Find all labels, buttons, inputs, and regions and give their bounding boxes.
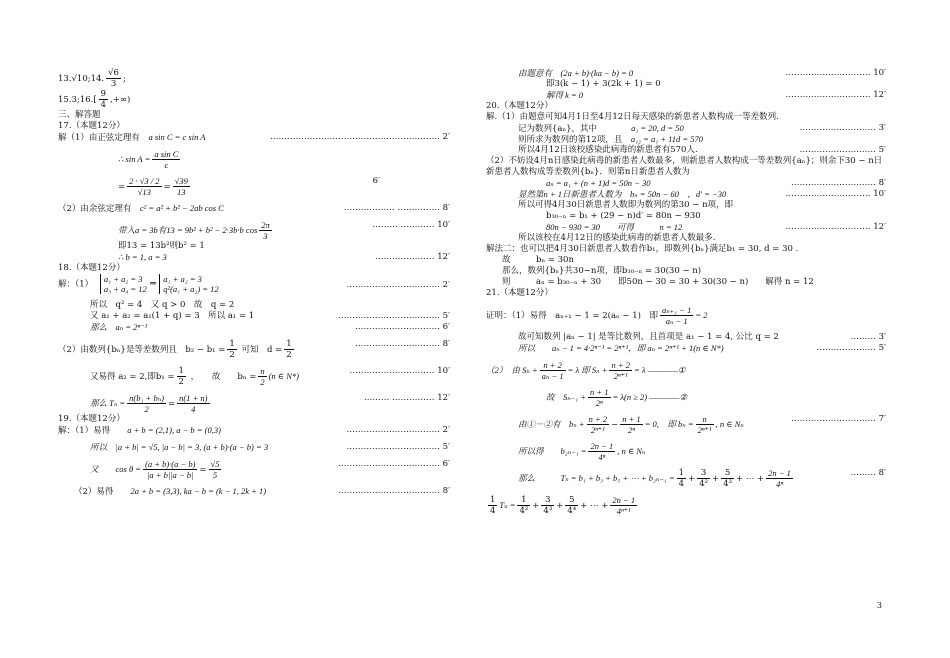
q20-line-5: （2）不妨设4月n日感染此病毒的新患者人数最多，则新患者人数构成一等差数列{aₙ}；则余下30 − n日 [486, 156, 883, 167]
q17-value [58, 176, 450, 197]
frac-num: n + 2 [588, 414, 608, 425]
score: 6′ [442, 322, 450, 333]
frac-num: 1 [178, 366, 184, 377]
score: 2′ [442, 280, 450, 291]
q17-line-4: 即13 = 13b²则b² = 1 [118, 241, 205, 252]
q18-line-5 [58, 339, 450, 360]
q20-method-5: 则 aₙ = b₃₀₋ₙ + 30 即50n − 30 = 30 + 30(30 − n) 解得 n = 12 [502, 277, 814, 288]
formula: Tₙ = [499, 500, 516, 511]
frac-num: n + 1 [590, 387, 609, 398]
score-mark: ………………………… 10′ [785, 68, 886, 78]
frac-num: √39 [174, 176, 188, 187]
frac-num: √6 [108, 68, 119, 78]
formula: c² = a² + b² − 2ab cos C [139, 203, 224, 214]
q21-line-9: $\frac{1}{4}$ Tₙ = $\frac{1}{\text{4²}}$ + $\frac{3}{\text{4³}}$ + $\frac{5}{\text{4⁴}}$ + ⋯ + $\frac{2n - 1}{\text{4ⁿ⁺¹}}$ [490, 495, 636, 517]
frac-den: 2ⁿ [595, 398, 603, 409]
score-mark: ……… 3′ [850, 332, 886, 343]
formula: = λ(n ≥ 2) ————② [612, 392, 688, 403]
frac-num: 1 [286, 339, 292, 350]
q21-line-4 [486, 360, 886, 381]
frac-num: (a + b)·(a − b) [145, 459, 196, 470]
q18-system [58, 274, 450, 300]
q20-line-12: 所以该校在4月12日的感染此病毒的新患者人数最多. [518, 233, 716, 244]
formula: 所以得 b₂ₙ₋₁ = [518, 446, 587, 457]
score-mark: ………………………… 10′ [349, 366, 450, 377]
q20-line-8 [486, 189, 886, 200]
formula: （2） 由 Sₙ + [486, 365, 538, 376]
score-mark: ……………………………… 6′ [337, 459, 450, 470]
score-mark: ………………………… 8′ [354, 339, 450, 350]
frac-den: aₙ − 1 [665, 316, 688, 327]
frac-den: 2 [260, 377, 265, 388]
score-mark: …………………………………………………… 2′ [269, 132, 450, 143]
q19-cont-1 [486, 68, 886, 79]
frac-num: n [696, 414, 714, 425]
q20-line-3 [486, 134, 886, 145]
score-mark: ……………… …………… 8′ [343, 203, 450, 214]
answer-13-14 [58, 68, 450, 89]
frac-num: 2n − 1 [768, 468, 791, 479]
formula: 那么 Tₙ = [90, 398, 126, 409]
frac-num: n + 2 [540, 360, 566, 371]
answer-15-16 [58, 89, 450, 110]
q21-line-8: 那么 Tₙ = b₁ + b₃ + b₅ + ⋯ + b₂ₙ₋₁ = $\frac{1}{4}$ + $\frac{3}{\text{4²}}$ + $\frac{5}{\text{4³}}$ + ⋯ + $\frac{2n - 1}{\text{4ⁿ}}$ ……… 8′ [518, 468, 886, 490]
text: 记为数列{aₙ}，其中 [518, 124, 598, 135]
formula: 80n − 930 = 30 可得 n = 12 [546, 222, 683, 233]
score-mark: ………………………… 12′ [785, 222, 886, 233]
score-mark: ………………………… 12′ [785, 90, 886, 101]
formula: 由①－②有 bₙ + [518, 419, 585, 430]
q21-line-7 [486, 441, 886, 462]
q19-line-4 [58, 486, 450, 497]
system-left [100, 274, 147, 294]
frac-num: n [260, 366, 265, 377]
score: 5′ [442, 442, 450, 453]
frac-num: n(1 + n) [179, 393, 208, 404]
q17-heading: 17.（本题12分） [58, 121, 125, 132]
q17-sin [58, 149, 450, 170]
score-mark: ………………………… 6′ [354, 322, 450, 333]
frac-den: 2 [144, 404, 149, 415]
frac-den: √13 [137, 187, 151, 198]
frac-den: 4⁴ [567, 506, 577, 517]
q17-line-1 [58, 132, 450, 143]
frac-den: aₙ − 1 [541, 371, 564, 382]
score: 10′ [873, 189, 886, 200]
frac-num: 3 [697, 468, 710, 479]
ellipsis: + ⋯ + [736, 474, 765, 485]
score-mark: …………………………… 5′ [346, 442, 450, 453]
text: (n ∈ N*) [268, 371, 299, 382]
answer-15: 15.3;16.[ [58, 95, 97, 106]
right-column [486, 68, 886, 516]
score: 2′ [442, 425, 450, 436]
score: 5′ [878, 145, 886, 156]
page-number: 3 [876, 601, 882, 610]
score: 8′ [442, 339, 450, 350]
score-mark: ……………………… 5′ [799, 145, 886, 156]
formula: 显然第n + 1日新患者人数为 bₙ = 50n − 60 ，d′ = −30 [518, 189, 727, 200]
q19-heading: 19.（本题12分） [58, 414, 125, 425]
score-mark: ……………………………… 5′ [337, 311, 450, 322]
text: 解（1）由正弦定理有 [58, 133, 140, 144]
frac-num: 2 · √3 / 2 [129, 176, 160, 187]
frac-num: n(b₁ + bₙ) [129, 393, 164, 404]
equals: = [163, 182, 171, 193]
frac-num: 9 [100, 89, 107, 100]
formula: = λ ————① [633, 365, 686, 376]
formula: 故 Sₙ₋₁ + [546, 392, 586, 403]
frac-den: 2 [178, 377, 184, 388]
frac-den: 4ⁿ [598, 452, 606, 463]
score-mark: ……… 8′ [850, 468, 886, 479]
text: 证明：（1）易得 aₙ₊₁ − 1 = 2(aₙ − 1) 即 [486, 311, 658, 322]
score-mark: ………………… 5′ [816, 343, 886, 354]
frac-den: 4ⁿ [776, 479, 783, 490]
frac-den: 2ⁿ⁺¹ [697, 425, 712, 436]
frac-num: 5 [565, 495, 578, 506]
frac-num: 3 [541, 495, 554, 506]
q20-line-7 [486, 178, 886, 189]
formula: 那么 aₙ = 2ⁿ⁻¹ [90, 322, 148, 333]
score: 12′ [437, 393, 450, 404]
q20-line-4 [486, 145, 886, 156]
score-mark: ………………………… 10′ [785, 189, 886, 200]
frac-den: 2 [286, 350, 292, 361]
frac-den: 5 [212, 470, 218, 481]
frac-num: 5 [721, 468, 734, 479]
q19-line-1 [58, 425, 450, 436]
q18-line-7: 那么 Tₙ = $\frac{\text{n(b₁ + bₙ)}}{2}$ = $\frac{n(1 + n)}{4}$ ……… …………… 12′ [90, 393, 450, 415]
q20-line-6: 新患者人数构成等差数列{bₙ}．则第n日新患者人数为 [486, 167, 690, 178]
frac-den: 4³ [723, 479, 732, 490]
q21-line-3 [486, 343, 886, 354]
frac-num: 2n − 1 [590, 441, 614, 452]
formula: a₁₂ = a₁ + 11d = 570 [630, 134, 704, 145]
q20-method-2: 解法二：也可以把4月30日新患者人数看作b₁，即数列{bₙ}满足b₁ = 30, d = 30 . [486, 244, 799, 255]
frac-den: 2ⁿ⁺¹ [590, 425, 605, 436]
q20-line-9: 所以可得4月30日新患者人数即为数列的第30 − n项，即 [518, 200, 734, 211]
score-mark: ………………………… 7′ [790, 414, 886, 425]
score-mark: …………………………… 2′ [346, 425, 450, 436]
text: 则所求为数列的第12项，且 [518, 135, 623, 146]
formula: 由题意有 (2a + b)·(ka − b) = 0 [518, 68, 634, 78]
text: 又 a₁ + a₂ = a₁(1 + q) = 3 所以 a₁ = 1 [90, 311, 255, 322]
q20-line-2 [486, 123, 886, 134]
q19-line-3: 又 cos θ = $\frac{(a + b)\cdot(a - b)}{|a + b||a - b|}$ = $\frac{√5}{5}$ ……………………………… 6′ [90, 459, 450, 481]
q18-line-4 [58, 322, 450, 333]
frac-den: 4³ [543, 506, 553, 517]
q20-line-11 [486, 222, 886, 233]
answer-tail: ; [122, 74, 126, 85]
q18-line-2: 所以 q² = 4 又 q > 0 故 q = 2 [90, 300, 235, 311]
frac-num: 1 [490, 495, 496, 506]
left-column [58, 68, 450, 497]
text: 所以4月12日该校感染此病毒的新患者有570人. [518, 145, 698, 156]
score-mark: ………………… 12′ [375, 252, 450, 263]
frac-den: 4 [490, 506, 496, 517]
score-mark: ……………………… 3′ [799, 123, 886, 134]
frac-den: 3 [110, 79, 117, 90]
minus: − [611, 420, 619, 431]
formula: 那么 Tₙ = b₁ + b₃ + b₅ + ⋯ + b₂ₙ₋₁ = [518, 473, 675, 484]
score: 12′ [873, 90, 886, 101]
q20-heading: 20.（本题12分） [486, 101, 553, 112]
frac-den: 2ⁿ [627, 425, 635, 436]
text: （2）由余弦定理有 [58, 204, 132, 215]
q19-line-2 [58, 442, 450, 453]
q17-line-2 [58, 203, 450, 214]
score: 8′ [878, 468, 886, 479]
frac-num: 2n − 1 [612, 495, 636, 506]
q20-method-3: 故 bₙ = 30n [502, 255, 574, 266]
frac-den: 4² [699, 479, 709, 490]
frac-num: √5 [210, 459, 220, 470]
text: （2）由数列{bₙ}是等差数列且 b₂ − b₁ = [58, 345, 226, 356]
implies-sign: ⇒ [149, 279, 160, 290]
q17-line-3 [58, 220, 450, 241]
frac-num: a sin C [154, 149, 179, 160]
score: 5′ [878, 343, 886, 354]
frac-den: 4 [678, 479, 685, 490]
q21-heading: 21.（本题12分） [486, 288, 553, 299]
frac-den: 2 [229, 350, 235, 361]
eq: a₁ + a₂ = 3 [163, 274, 202, 285]
score: 3′ [878, 332, 886, 343]
score: 6′ [372, 176, 380, 187]
frac-num: 1 [229, 339, 235, 350]
text: 又易得 a₂ = 2,即b₁ = [90, 372, 175, 383]
formula: 又 cos θ = [90, 464, 141, 475]
formula: a sin C = c sin A [148, 132, 206, 143]
formula: aₙ = a₁ + (n + 1)d = 50n − 30 [546, 178, 651, 189]
frac-den: 4ⁿ⁺¹ [616, 506, 631, 517]
section-title: 三、解答题 [58, 110, 101, 121]
frac-den: 4 [191, 404, 196, 415]
formula: ∴ b = 1, a = 3 [118, 252, 167, 263]
text: 解：（1）易得 [58, 426, 111, 437]
q18-line-6 [58, 366, 450, 387]
q21-line-1 [486, 305, 886, 326]
equals: = [118, 182, 126, 193]
score: 5′ [442, 311, 450, 322]
score: 10′ [437, 366, 450, 377]
text: ， 故 bₙ = [190, 372, 257, 383]
answer-tail: ,+∞) [110, 95, 131, 106]
frac-den: 4 [100, 100, 107, 111]
text: （2）易得 [74, 487, 114, 498]
q18-line-3 [58, 311, 450, 322]
q19-cont-2: 即3(k − 1) + 3(2k + 1) = 0 [546, 79, 661, 90]
score-mark [373, 176, 380, 186]
eq: a₃ + a₄ = 12 [103, 284, 147, 295]
score-mark: ……… ………… 10′ [372, 220, 450, 231]
score: 7′ [878, 414, 886, 425]
q20-line-1: 解.（1）由题意可知4月1日至4月12日每天感染的新患者人数构成一等差数列. [486, 112, 779, 123]
text: 故可知数列 |aₙ − 1| 是等比数列，且首项是 a₁ − 1 = 4, 公比 q = 2 [518, 332, 779, 343]
frac-den: 2ⁿ⁺¹ [613, 371, 628, 382]
score: 3′ [878, 123, 886, 134]
score: 8′ [442, 486, 450, 497]
text: 可知 d = [241, 345, 283, 356]
frac-den: c [164, 160, 169, 171]
frac-num: n + 2 [611, 360, 630, 371]
score: 8′ [878, 178, 886, 189]
frac-num: aₙ₊₁ − 1 [661, 305, 692, 316]
frac-den: 3 [263, 231, 268, 242]
text: 解：（1） [58, 279, 94, 290]
system-right [159, 274, 218, 294]
q20-line-10: b₃₀₋ₙ = b₁ + (29 − n)d′ = 80n − 930 [546, 211, 701, 222]
score-mark: ……… …………… 12′ [363, 393, 450, 404]
frac-num: n + 1 [622, 414, 641, 425]
frac-num: 1 [678, 468, 685, 479]
formula: 带入a = 3b有13 = 9b² + b² − 2·3b·b cos [118, 225, 258, 236]
score-mark: ……………………………… 8′ [337, 486, 450, 497]
frac-num: 2π [261, 220, 270, 231]
q17-line-5 [58, 252, 450, 263]
formula: 所以 aₙ − 1 = 4·2ⁿ⁻¹ = 2ⁿ⁺¹，即 aₙ = 2ⁿ⁺¹ + 1(n ∈ N*) [518, 343, 724, 354]
score: 8′ [442, 203, 450, 214]
score: 2′ [442, 132, 450, 143]
formula: 解得 k = 0 [546, 90, 584, 101]
q19-cont-3 [486, 90, 886, 101]
score-mark: ………………………… 8′ [790, 178, 886, 189]
formula: , n ∈ Nₙ [617, 446, 646, 457]
formula: = λ 即 Sₙ + [567, 365, 608, 376]
score: 6′ [442, 459, 450, 470]
score: 10′ [437, 220, 450, 231]
q21-line-6 [486, 414, 886, 435]
ellipsis: + ⋯ + [580, 501, 609, 512]
formula: 2a + b = (3,3), ka − b = (k − 1, 2k + 1) [130, 486, 267, 497]
formula: a₁ = 20, d = 50 [631, 123, 684, 134]
score: 12′ [437, 252, 450, 263]
answer-13: 13.√10;14. [58, 74, 105, 85]
formula: 所以 |a + b| = √5, |a − b| = 3, (a + b)·(a − b) = 3 [90, 442, 269, 453]
formula: a + b = (2,1), a − b = (0,3) [127, 425, 221, 436]
q21-line-2 [486, 332, 886, 343]
formula: , n ∈ Nₙ [715, 419, 744, 430]
formula: = 0, 即 bₙ = [644, 419, 694, 430]
formula: = 2 [695, 310, 708, 321]
frac-den: 13 [176, 187, 186, 198]
score: 12′ [873, 222, 886, 233]
frac-den: |a + b||a − b| [147, 470, 194, 481]
frac-den: 4² [519, 506, 529, 517]
q18-heading: 18.（本题12分） [58, 263, 125, 274]
score: 10′ [873, 68, 886, 78]
score-mark: …………………………… 2′ [346, 280, 450, 291]
q21-line-5 [486, 387, 886, 408]
frac-num: 1 [517, 495, 530, 506]
eq: q²(a₁ + a₂) = 12 [163, 284, 219, 295]
formula: ∴ sin A = [118, 154, 151, 165]
q20-method-4: 那么，数列{bₙ}共30−n项，即b₃₀₋ₙ = 30(30 − n) [502, 266, 702, 277]
eq: a₁ + a₂ = 3 [103, 274, 143, 285]
